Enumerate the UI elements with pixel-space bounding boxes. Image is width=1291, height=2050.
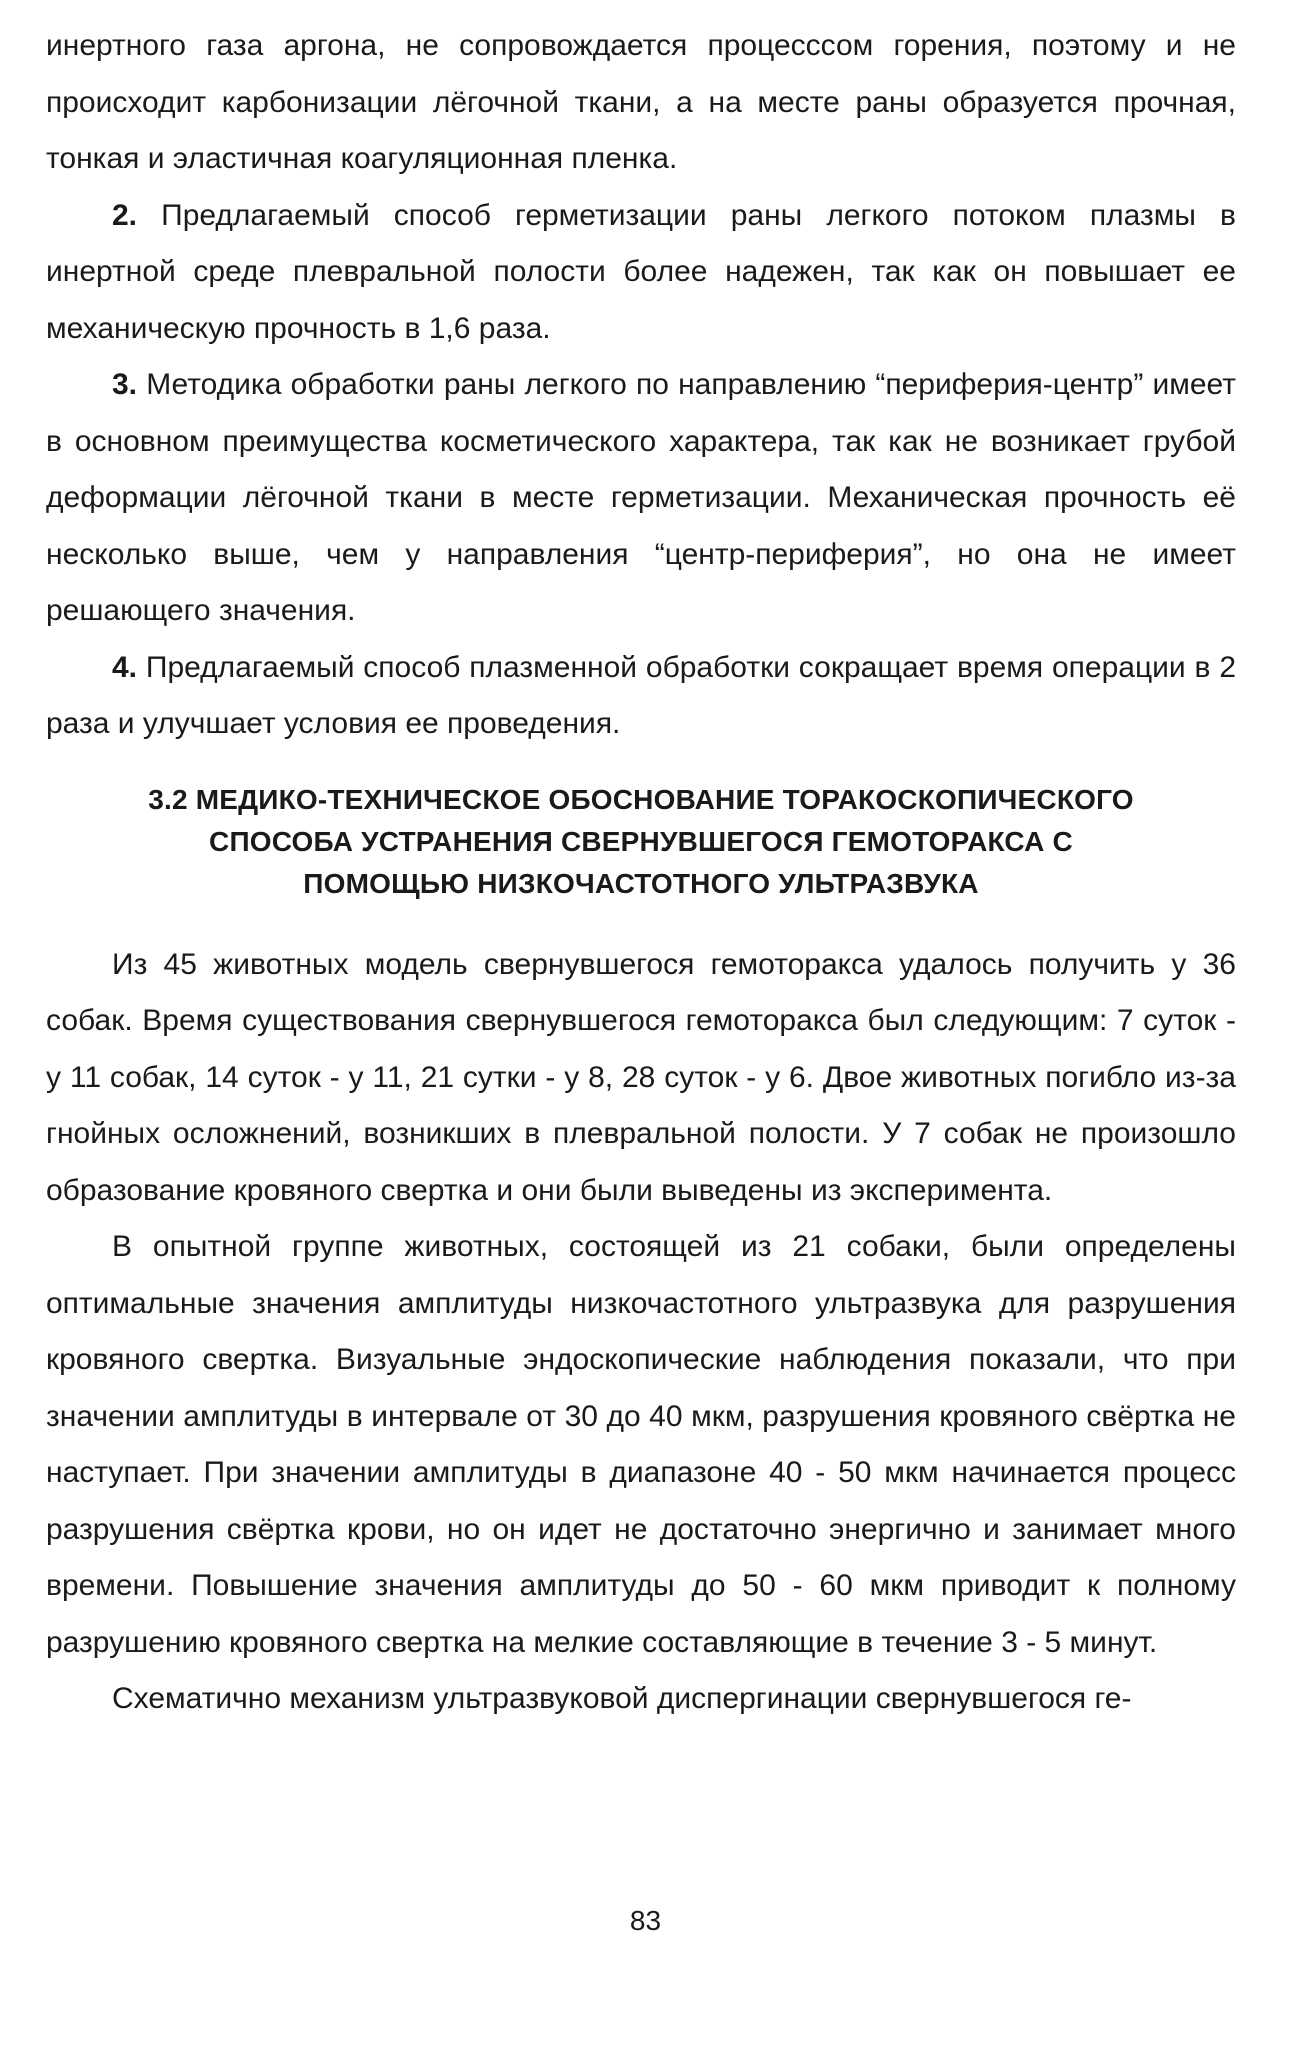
section-heading-line: 3.2 МЕДИКО-ТЕХНИЧЕСКОЕ ОБОСНОВАНИЕ ТОРАКОСКОПИЧЕСКОГО	[148, 783, 1134, 815]
spacer	[46, 905, 1236, 937]
item-number: 2.	[112, 198, 138, 232]
paragraph-text: Предлагаемый способ плазменной обработки сокращает время операции в 2 раза и улучшает условия ее проведения.	[46, 650, 1236, 740]
paragraph-text: инертного газа аргона, не сопровождается процесссом горения, поэтому и не происходит карбонизации лёгочной ткани, а на месте раны образуется прочная, тонкая и эластичная коагуляционная пленка.	[46, 29, 1236, 175]
item-number: 4.	[112, 650, 138, 684]
paragraph-text: Предлагаемый способ герметизации раны легкого потоком плазмы в инертной среде плевральной полости более надежен, так как он повышает ее механическую прочность в 1,6 раза.	[46, 198, 1236, 345]
paragraph-model-results: Из 45 животных модель свернувшегося гемоторакса удалось получить у 36 собак. Время существования свернувшегося гемоторакса был следующим: 7 суток - у 11 собак, 14 суток - у 11, 21 сутки - у 8, 28 суток - у 6. Двое животных погибло из-за гнойных осложнений, возникших в плевральной полости. У 7 собак не произошло образование кровяного свертка и они были выведены из эксперимента.	[46, 947, 1236, 1207]
section-heading-line: СПОСОБА УСТРАНЕНИЯ СВЕРНУВШЕГОСЯ ГЕМОТОРАКСА С	[209, 825, 1073, 857]
page-number: 83	[629, 1905, 662, 1936]
document-page	[46, 18, 1236, 1728]
paragraph-conclusion-4	[46, 640, 1236, 753]
section-heading	[46, 779, 1236, 905]
paragraph-continuation	[46, 18, 1236, 188]
spacer	[46, 753, 1236, 779]
paragraph-text: Методика обработки раны легкого по направлению “периферия-центр” имеет в основном преимущества косметического характера, так как не возникает грубой деформации лёгочной ткани в месте герметизации. Механическая прочность её несколько выше, чем у направления “центр-периферия”, но она не имеет решающего значения.	[46, 368, 1236, 627]
paragraph-conclusion-3	[46, 357, 1236, 640]
item-number: 3.	[112, 368, 138, 401]
section-heading-line: ПОМОЩЬЮ НИЗКОЧАСТОТНОГО УЛЬТРАЗВУКА	[303, 867, 979, 899]
paragraph-amplitude-results: В опытной группе животных, состоящей из 21 собаки, были определены оптимальные значения амплитуды низкочастотного ультразвука для разрушения кровяного свертка. Визуальные эндоскопические наблюдения показали, что при значении амплитуды в интервале от 30 до 40 мкм, разрушения кровяного свёртка не наступает. При значении амплитуды в диапазоне 40 - 50 мкм начинается процесс разрушения свёртка крови, но он идет не достаточно энергично и занимает много времени. Повышение значения амплитуды до 50 - 60 мкм приводит к полному разрушению кровяного свертка на мелкие составляющие в течение 3 - 5 минут.	[46, 1230, 1236, 1659]
paragraph-conclusion-2	[46, 188, 1236, 358]
paragraph-mechanism: Схематично механизм ультразвуковой диспергинации свернувшегося ге-	[112, 1682, 1132, 1715]
